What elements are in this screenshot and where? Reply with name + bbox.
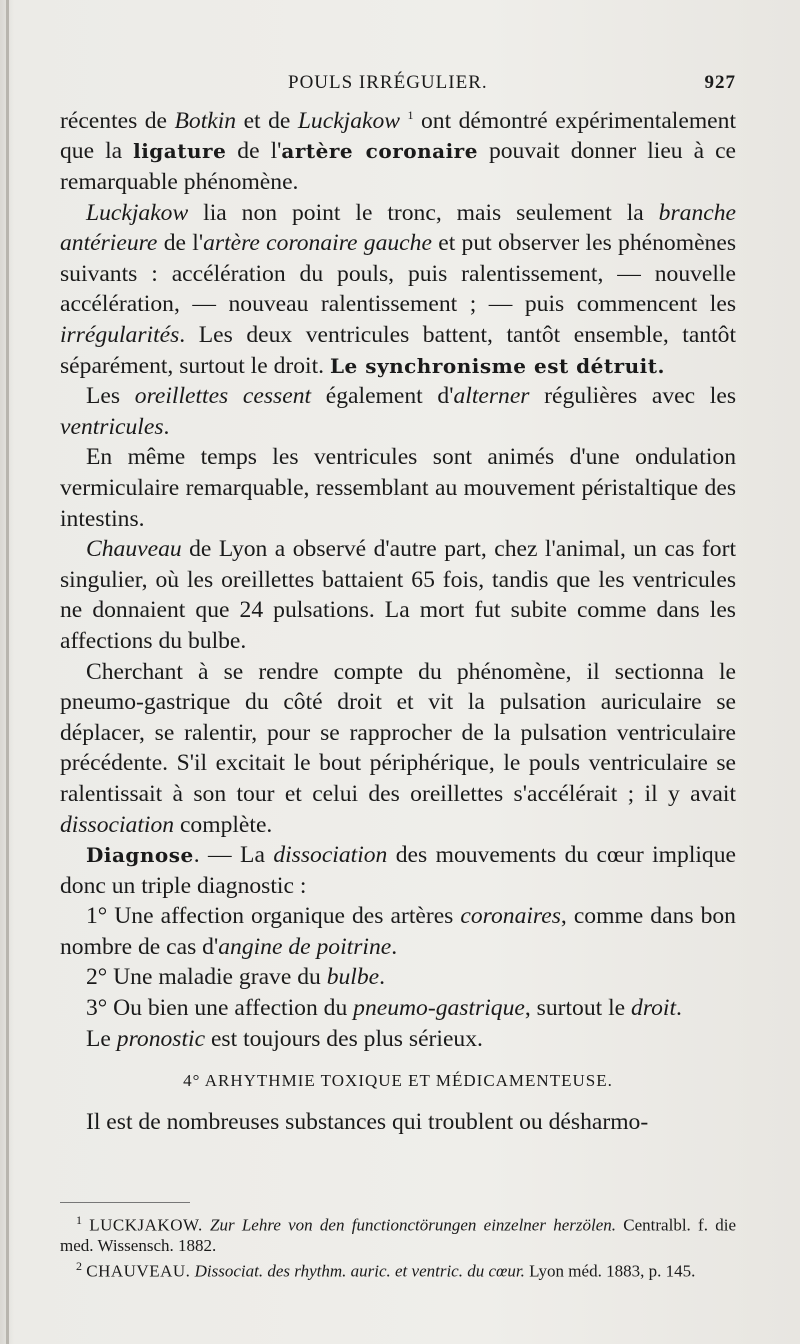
footnote-divider [60, 1202, 190, 1203]
paragraph-1: récentes de Botkin et de Luckjakow $^1$ ont démontré expérimentalement que la ligature de l'artère coronaire pouvait donner lieu à ce remarquable phénomène. [60, 107, 737, 196]
paragraph-5: Chauveau de Lyon a observé d'autre part, chez l'animal, un cas fort singulier, où les oreillettes battaient 65 fois, tandis que les ventricules ne donnaient que 24 pulsations. La mort fut subite comme dans les affections du bulbe. [60, 536, 736, 654]
paragraph-2: Luckjakow lia non point le tronc, mais seulement la branche antérieure de l'artère coronaire gauche et put observer les phénomènes suivants : accélération du pouls, puis ralentissement, — nouvelle accélération, — nouveau ralentissement ; — puis commencent les irrégularités. Les deux ventricules battent, tantôt ensemble, tantôt séparément, surtout le droit. Le synchronisme est détruit. [60, 199, 736, 379]
paragraph-10: 3° Ou bien une affection du pneumo-gastrique, surtout le droit. [86, 995, 682, 1022]
page-spine [6, 0, 9, 1344]
footnote-1: $^1$ LUCKJAKOW. Zur Lehre von den functionctörungen einzelner herzölen. Centralbl. f. die med. Wissensch. 1882. [60, 1213, 736, 1255]
running-title: POULS IRRÉGULIER. [288, 72, 488, 93]
footnote-2: $^2$ CHAUVEAU. Dissociat. des rhythm. auric. et ventric. du cœur. Lyon méd. 1883, p. 145. [76, 1258, 696, 1281]
paragraph-11: Le pronostic est toujours des plus sérieux. [86, 1025, 483, 1052]
section-heading: 4° ARHYTHMIE TOXIQUE ET MÉDICAMENTEUSE. [183, 1071, 613, 1091]
paragraph-8: 1° Une affection organique des artères coronaires, comme dans bon nombre de cas d'angine de poitrine. [60, 903, 736, 960]
body-text [60, 100, 736, 1137]
paragraph-7: Diagnose. — La dissociation des mouvements du cœur implique donc un triple diagnostic : [60, 842, 736, 899]
page-header [60, 72, 736, 100]
paragraph-6: Cherchant à se rendre compte du phénomène, il sectionna le pneumo-gastrique du côté droit et vit la pulsation auriculaire se déplacer, se ralentir, pour se rapprocher de la pulsation ventriculaire précédente. S'il excitait le bout périphérique, le pouls ventriculaire se ralentissait à son tour et celui des oreillettes s'accélérait ; il y avait dissociation complète. [60, 658, 736, 838]
paragraph-3: Les oreillettes cessent également d'alterner régulières avec les ventricules. [60, 383, 737, 440]
page-number: 927 [704, 72, 736, 93]
paragraph-4: En même temps les ventricules sont animés d'une ondulation vermiculaire remarquable, ressemblant au mouvement péristaltique des intestins. [60, 444, 736, 532]
paragraph-9: 2° Une maladie grave du bulbe. [86, 964, 386, 991]
footnotes [60, 1210, 736, 1281]
paragraph-12: Il est de nombreuses substances qui troublent ou désharmo- [86, 1108, 649, 1135]
footnote-ref-1: 1 [407, 108, 414, 122]
